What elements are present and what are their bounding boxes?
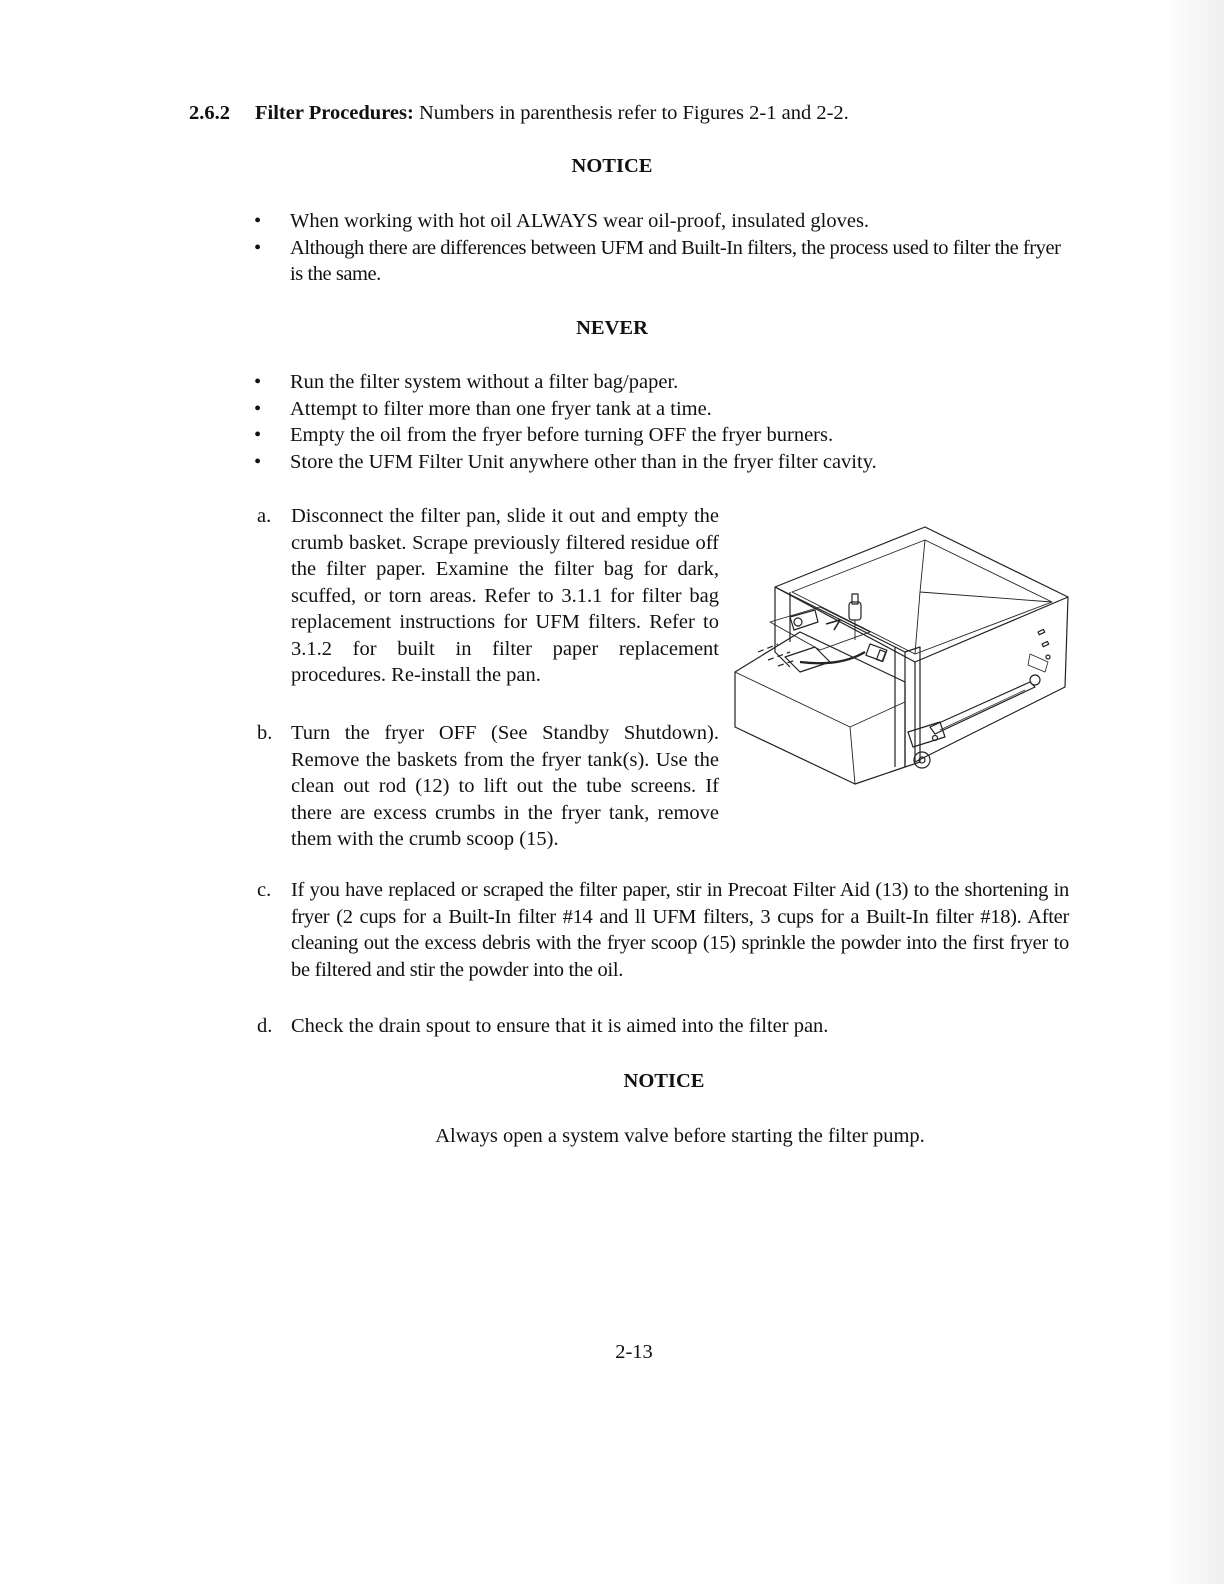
bullet-icon: • (254, 210, 262, 232)
bullet-icon: • (254, 450, 262, 473)
section-intro: Numbers in parenthesis refer to Figures 2-1 and 2-2. (418, 102, 849, 124)
notice-list (254, 208, 1074, 288)
filter-pan-illustration (730, 522, 1075, 787)
never-item: • Store the UFM Filter Unit anywhere other than in the fryer filter cavity. (254, 449, 1074, 476)
notice-heading-2: NOTICE (623, 1070, 705, 1092)
step-b (257, 720, 719, 853)
step-a (257, 503, 719, 689)
never-list (254, 369, 1074, 475)
never-item: • Run the filter system without a filter bag/paper. (254, 369, 1074, 396)
never-item: • Empty the oil from the fryer before turning OFF the fryer burners. (254, 422, 1074, 449)
step-d (257, 1013, 1069, 1040)
notice-item: • When working with hot oil ALWAYS wear oil-proof, insulated gloves. (254, 208, 1074, 235)
notice-text: Always open a system valve before starting the filter pump. (435, 1125, 925, 1147)
notice-heading: NOTICE (571, 155, 653, 177)
bullet-icon: • (254, 236, 261, 259)
section-title: Filter Procedures: (255, 102, 414, 124)
notice-item: • Although there are differences between UFM and Built-In filters, the process used to filter the fryer is the same. (254, 236, 1061, 285)
never-item: • Attempt to filter more than one fryer tank at a time. (254, 396, 1074, 423)
page-number: 2-13 (615, 1341, 653, 1363)
step-text: If you have replaced or scraped the filter paper, stir in Precoat Filter Aid (13) to the shortening in fryer (2 cups for a Built-In filter #14 and ll UFM filters, 3 cups for a Built-In filter #18). After cleaning out the excess debris with the fryer scoop (15) sprinkle the powder into the first fryer to be filtered and stir the powder into the oil. (291, 879, 1069, 981)
step-text: Check the drain spout to ensure that it is aimed into the filter pan. (291, 1015, 829, 1037)
step-letter: c. (257, 879, 272, 901)
section-number: 2.6.2 (189, 102, 230, 124)
step-c (257, 877, 1069, 983)
bullet-icon: • (254, 397, 262, 420)
section-heading (189, 100, 1149, 127)
step-text: Turn the fryer OFF (See Standby Shutdown). Remove the baskets from the fryer tank(s). Use the clean out rod (12) to lift out the tube screens. If there are excess crumbs in the fryer tank, remove them with the crumb scoop (15). (291, 722, 719, 850)
step-letter: a. (257, 505, 272, 527)
never-heading: NEVER (576, 317, 648, 339)
step-letter: d. (257, 1015, 273, 1037)
bullet-icon: • (254, 371, 262, 393)
step-text: Disconnect the filter pan, slide it out and empty the crumb basket. Scrape previously filtered residue off the filter paper. Examine the filter bag for dark, scuffed, or torn areas. Refer to 3.1.1 for filter bag replacement instructions for UFM filters. Refer to 3.1.2 for built in filter paper replacement procedures. Re-install the pan. (291, 505, 719, 686)
bullet-icon: • (254, 424, 262, 446)
step-letter: b. (257, 722, 273, 744)
